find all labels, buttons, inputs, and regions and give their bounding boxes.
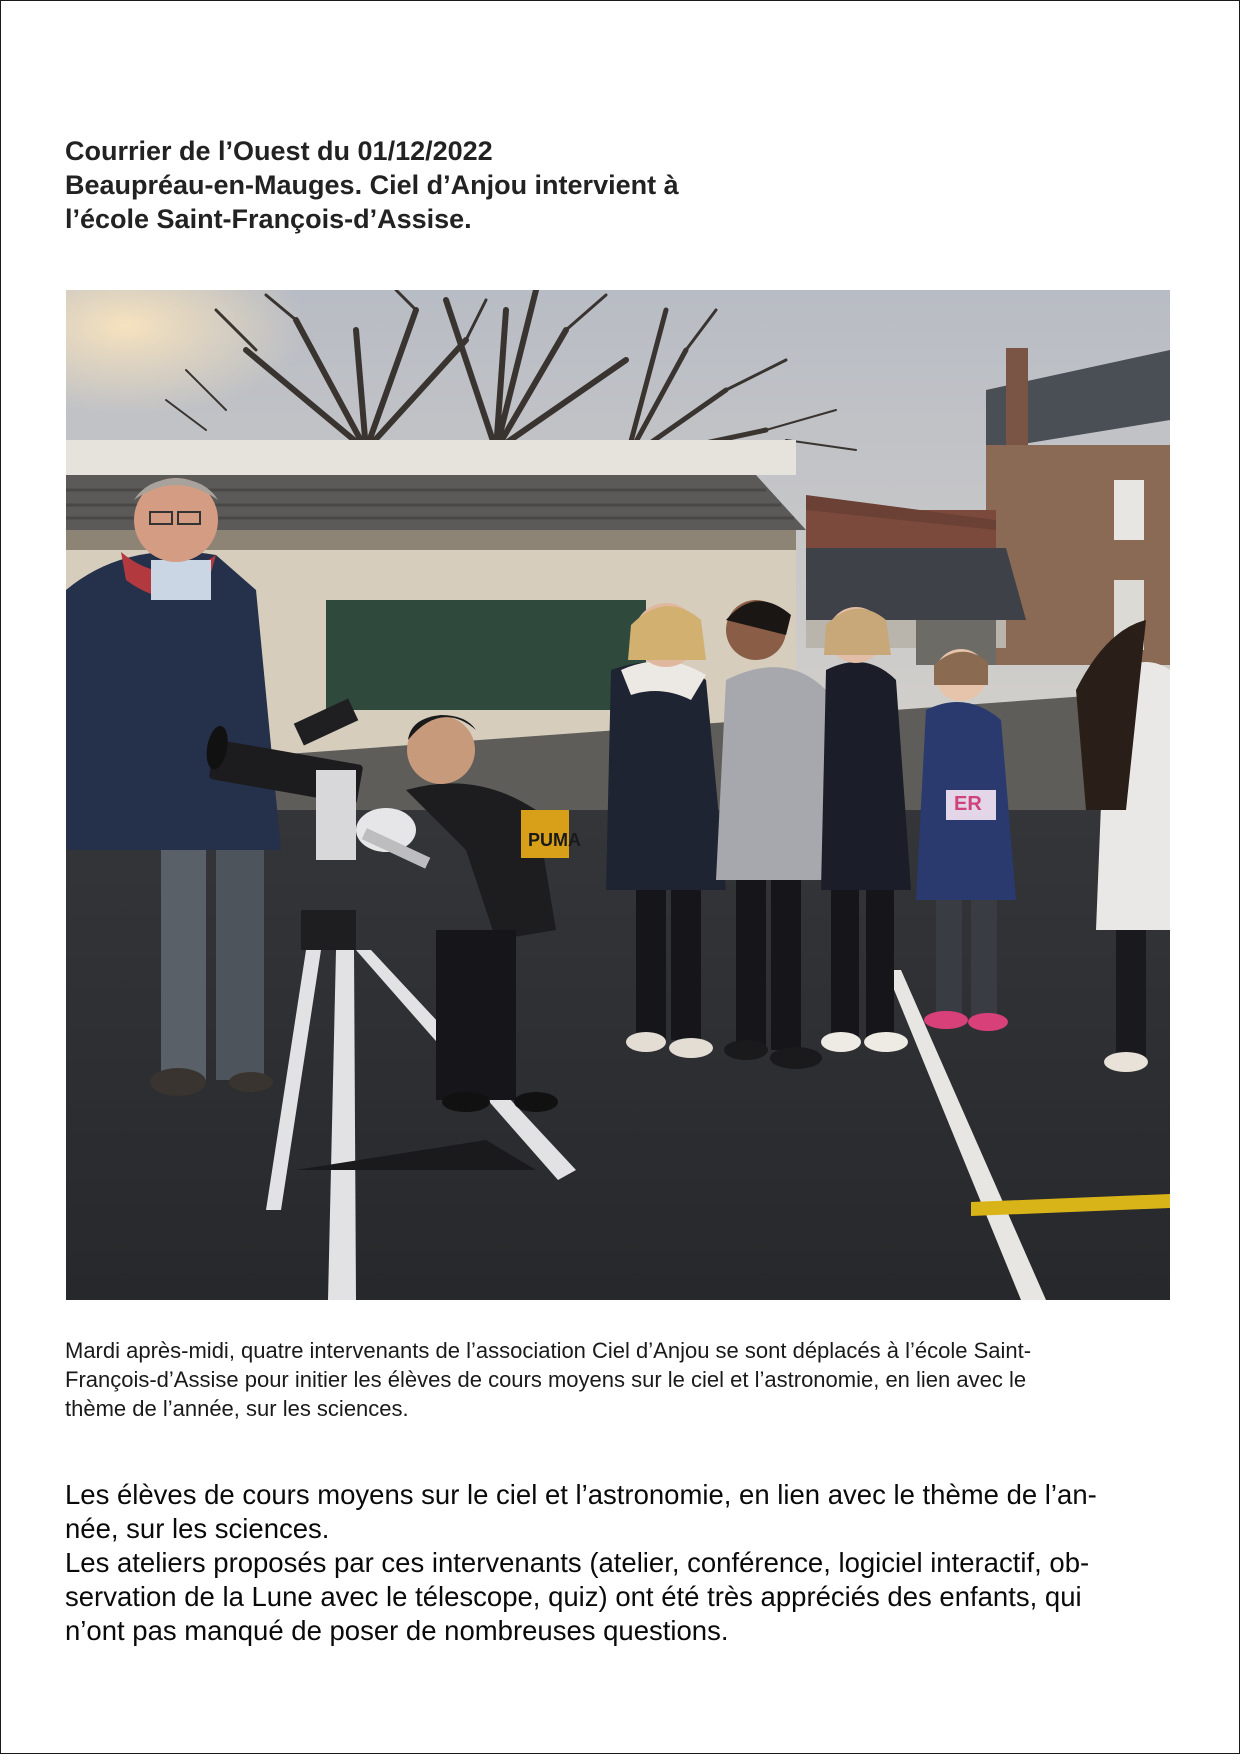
body-line-1: Les élèves de cours moyens sur le ciel et l’astronomie, en lien avec le thème de l’an- (65, 1479, 1097, 1510)
source-date-line: Courrier de l’Ouest du 01/12/2022 (65, 136, 493, 166)
photo-caption (65, 1336, 1175, 1423)
article-body (65, 1478, 1175, 1648)
caption-line-1: Mardi après-midi, quatre intervenants de l’association Ciel d’Anjou se sont déplacés à l’école Saint- (65, 1338, 1032, 1363)
caption-line-2: François-d’Assise pour initier les élèves de cours moyens sur le ciel et l’astronomie, en lien avec le (65, 1367, 1027, 1392)
body-line-4: servation de la Lune avec le télescope, quiz) ont été très appréciés des enfants, qui (65, 1581, 1082, 1612)
sweatshirt-print: PUMA (528, 830, 581, 850)
body-line-2: née, sur les sciences. (65, 1513, 330, 1544)
headline-line-1: Beaupréau-en-Mauges. Ciel d’Anjou intervient à (65, 170, 679, 200)
body-line-3: Les ateliers proposés par ces intervenants (atelier, conférence, logiciel interactif, ob- (65, 1547, 1090, 1578)
article-photo (66, 290, 1170, 1300)
hoodie-print: ER (954, 793, 982, 815)
caption-line-3: thème de l’année, sur les sciences. (65, 1396, 409, 1421)
headline-line-2: l’école Saint-François-d’Assise. (65, 204, 472, 234)
article-header (65, 134, 825, 236)
body-line-5: n’ont pas manqué de poser de nombreuses questions. (65, 1615, 729, 1646)
